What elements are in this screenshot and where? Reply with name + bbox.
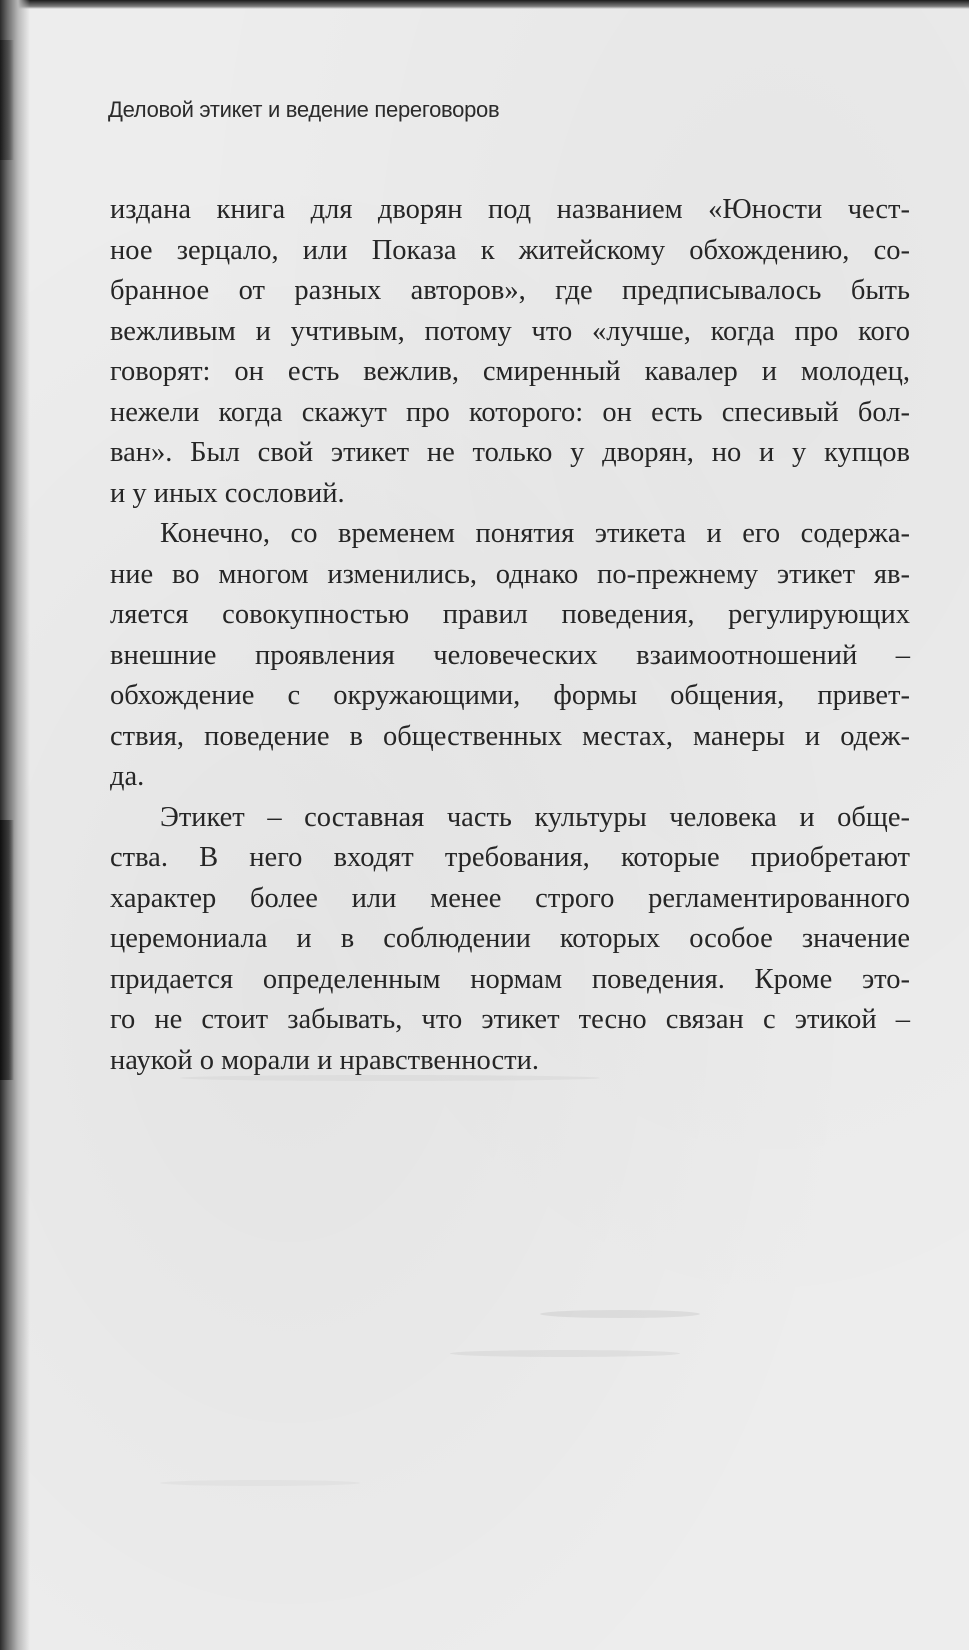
text-line: ное зерцало, или Показа к житейскому обхождению, со- (110, 234, 910, 266)
running-head: Деловой этикет и ведение переговоров (108, 97, 500, 122)
text-line: издана книга для дворян под названием «Юности чест- (110, 194, 910, 225)
text-line: нежели когда скажут про которого: он есть спесивый бол- (110, 396, 910, 428)
text-line: и у иных сословий. (110, 477, 345, 509)
print-through-mark (450, 1350, 680, 1357)
text-line: обхождение с окружающими, формы общения, привет- (110, 680, 910, 711)
text-line: ляется совокупностью правил поведения, регулирующих (110, 599, 910, 630)
print-through-mark (180, 1075, 600, 1081)
spine-dark-mark-top (0, 40, 14, 160)
text-line: говорят: он есть вежлив, смиренный кавалер и молодец, (110, 356, 910, 387)
page-top-edge-shadow (0, 0, 969, 9)
text-line: придается определенным нормам поведения. Кроме это- (110, 963, 910, 995)
text-line: бранное от разных авторов», где предписывалось быть (110, 275, 910, 306)
text-line: да. (110, 761, 145, 792)
text-line: Конечно, со временем понятия этикета и его содержа- (160, 518, 910, 549)
text-line: наукой о морали и нравственности. (110, 1044, 539, 1076)
text-line: Этикет – составная часть культуры человека и обще- (160, 801, 910, 833)
text-line: ства. В него входят требования, которые приобретают (110, 842, 910, 873)
text-line: ван». Был свой этикет не только у дворян, но и у купцов (110, 437, 910, 468)
text-line: вежливым и учтивым, потому что «лучше, когда про кого (110, 315, 910, 347)
text-line: внешние проявления человеческих взаимоотношений – (110, 639, 910, 671)
text-line: ние во многом изменились, однако по-прежнему этикет яв- (110, 558, 910, 590)
print-through-mark (160, 1480, 360, 1486)
text-line: характер более или менее строго регламентированного (110, 882, 910, 914)
body-text (110, 190, 910, 1081)
text-line: го не стоит забывать, что этикет тесно связан с этикой – (110, 1004, 910, 1035)
print-through-mark (540, 1310, 700, 1318)
spine-dark-mark (0, 820, 14, 1080)
text-line: церемониала и в соблюдении которых особое значение (110, 923, 910, 954)
text-line: ствия, поведение в общественных местах, манеры и одеж- (110, 720, 910, 752)
